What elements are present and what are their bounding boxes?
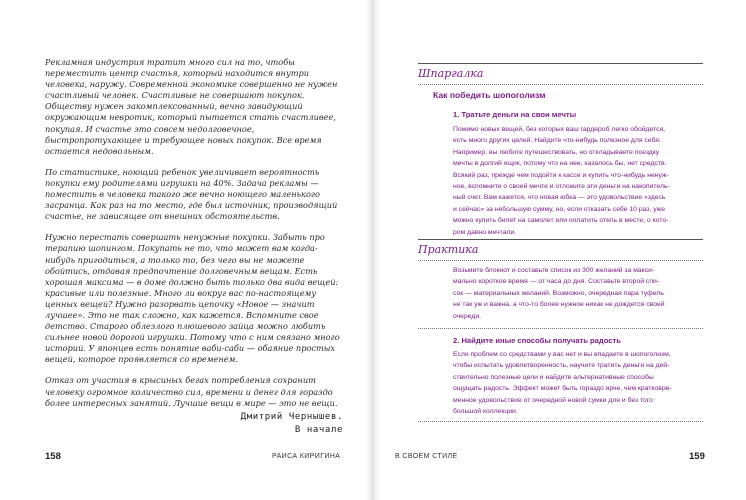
tip2-body [453,349,703,417]
tip2-line: менное удовольствие от очередной новой сумки для и без того [453,396,653,404]
tip1-line: Например, вы любите путешествовать, но откладываете поездку [453,148,660,156]
left-page-number: 158 [45,451,61,462]
tip1-line: можно купить билет на самолет или оплатить отель в месте, о кото- [453,217,669,225]
left-paragraph-1: Рекламная индустрия тратит много сил на то, чтобы переместить центр счастья, который находится внутри человека, наружу. Современной экономике совершенно не нужен счастливый человек. Счастливые не совершают покупок. Обществу нужен закомплексованный, вечно завидующий окружающим невротик, который пытается стать счастливее, покупая. И счастье это совсем недолговечное, быстропротухающее и требующее новых покупок. Все время остается недовольным. [45,57,338,156]
signature-book: В начале [294,424,343,435]
practice-body [453,265,703,322]
practice-line: не так уж и важна, а что-то более нужное никак не дождется своей [453,301,665,309]
practice-title: Практика [418,243,479,256]
signature-author: Дмитрий Чернышев. [240,412,343,422]
tip1-line: и сейчас» за небольшую сумму, но, если отказать себе 10 раз, уже [453,205,666,213]
cheat-sheet-subtitle: Как победить шопоголизм [433,90,546,100]
cheat-sheet-dotted-rule [418,84,703,85]
right-page-number: 159 [689,451,705,462]
practice-bottom-dotted-rule [418,328,703,329]
left-running-footer: РАИСА КИРИГИНА [272,453,341,460]
practice-top-rule [418,239,703,240]
practice-line: очереди. [453,312,482,320]
tip1-body [453,124,703,238]
quote-signature [241,411,343,436]
cheat-sheet-top-rule [418,63,703,64]
tip2-title: 2. Найдите иные способы получать радость [453,336,621,345]
practice-line: мально короткое время — от часа до дня. Составьте второй спи- [453,278,660,286]
left-page-body [45,57,343,419]
left-paragraph-2: По статистике, ноющий ребенок увеличивает вероятность покупки ему родителями игрушки на 40%. Задача рекламы — поместить в человека такого же вечно ноющего маленького засранца. Как раз на то место, где был источник, производящий счастье, не зависящее от внешних обстоятельств. [45,166,338,222]
tip1-line: ный счет. Вам кажется, что новая юбка — это удовольствие «здесь [453,194,666,202]
tip1-line: мечты в долгий ящик, потому что на нее, казалось бы, нет средств. [453,160,667,168]
tip1-line: ром давно мечтали. [453,228,517,236]
tip2-line: большой коллекции. [453,408,518,416]
tip1-title: 1. Тратьте деньги на свои мечты [453,110,577,119]
tip2-line: чтобы испытать удовлетворенность, научите тратить деньги на дей- [453,362,670,370]
practice-dotted-rule [418,260,703,261]
tip1-line: есть много других целей. Найдите что-нибудь полезное для себя. [453,137,661,145]
practice-line: сок — материальных желаний. Возможно, очередная пара туфель [453,289,664,297]
left-paragraph-3: Нужно перестать совершать ненужные покупки. Забыть про терапию шопингом. Покупать не то, что может вам когда-нибудь пригодиться, а только то, без чего вы не можете обойтись, отдавая предпочтение долговечным вещам. Есть хорошая максима — в доме должно быть только два вида вещей: красивые или полезные. Много ли вокруг вас по-настоящему ценных вещей? Нужно разорвать цепочку «Новое — значит лучшее». Это не так сложно, как кажется. Вспомните свое детство. Старого облезлого плюшевого зайца можно любить сильнее новой дорогой игрушки. Потому что с ним связано много историй. У японцев есть понятие ваби-саби — обаяние простых вещей, которое проявляется со временем. [45,232,340,365]
right-page [373,0,746,500]
cheat-sheet-title: Шпаргалка [418,67,484,80]
tip1-line: Помимо новых вещей, без которых ваш гардероб легко обойдется, [453,126,666,133]
tip1-line: Всякий раз, прежде чем подойти к кассе и купить что-нибудь ненуж- [453,171,669,179]
tip1-line: ное, вспомните о своей мечте и отложите эти деньги на накопитель- [453,183,670,191]
book-gutter [366,0,380,500]
practice-line: Возьмите блокнот и составьте список из 300 желаний за макси- [453,267,655,274]
left-paragraph-4: Отказ от участия в крысиных бегах потребления сохранит человеку огромное количество сил, времени и денег для гораздо более интересных занятий. Лучшие вещи в мире — это не вещи. [45,375,338,408]
tip2-line: Если проблем со средствами у вас нет и вы впадаете в шопоголизм, [453,351,671,358]
right-running-footer: В СВОЕМ СТИЛЕ [395,453,458,460]
tip2-line: ощущать радость. Эффект может быть гораздо ярче, чем кратковре- [453,385,672,393]
tip2-line: ствительно полезные цели и найдите альтернативные способы [453,373,654,381]
tip2-bottom-dotted-rule [418,421,703,422]
